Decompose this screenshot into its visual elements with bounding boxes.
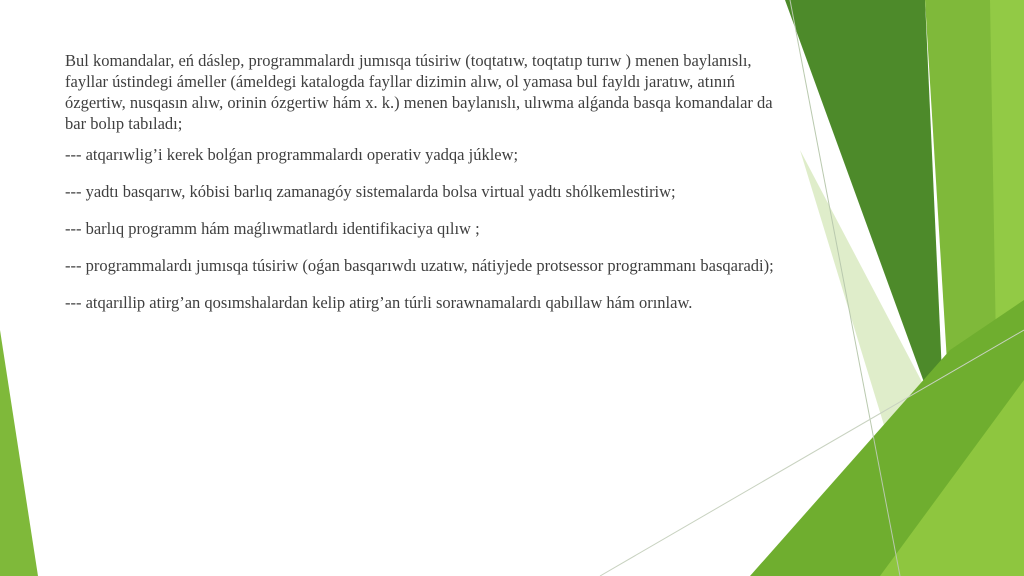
- list-item: --- atqarıllip atirg’an qosımshalardan kelip atirg’an túrli sorawnamalardı qabıllaw hám orınlaw.: [65, 293, 693, 312]
- list-item: --- barlıq programm hám maǵlıwmatlardı identifikaciya qılıw ;: [65, 219, 480, 238]
- intro-paragraph: Bul komandalar, eń dáslep, programmalardı jumısqa túsiriw (toqtatıw, toqtatıp turıw ) menen baylanıslı, fayllar ústindegi ámeller (ámeldegi katalogda fayllar dizimin alıw, ol yamasa bul fayldı jaratıw, atınıń ózgertiw, nusqasın alıw, orinin ózgertiw hám x. k.) menen baylanıslı, ulıwma alǵanda basqa komandalar da bar bolıp tabıladı;: [65, 51, 773, 133]
- left-green-accent: [0, 330, 38, 576]
- list-item: --- programmalardı jumısqa túsiriw (oǵan basqarıwdı uzatıw, nátiyjede protsessor programmanı basqaradi);: [65, 256, 774, 275]
- list-item: --- atqarıwlig’i kerek bolǵan programmalardı operativ yadqa júklew;: [65, 145, 519, 164]
- dark-green-wedge: [785, 0, 945, 440]
- slide-body: [65, 50, 785, 329]
- list-item: --- yadtı basqarıw, kóbisi barlıq zamanagóy sistemalarda bolsa virtual yadtı shólkemlestiriw;: [65, 182, 676, 201]
